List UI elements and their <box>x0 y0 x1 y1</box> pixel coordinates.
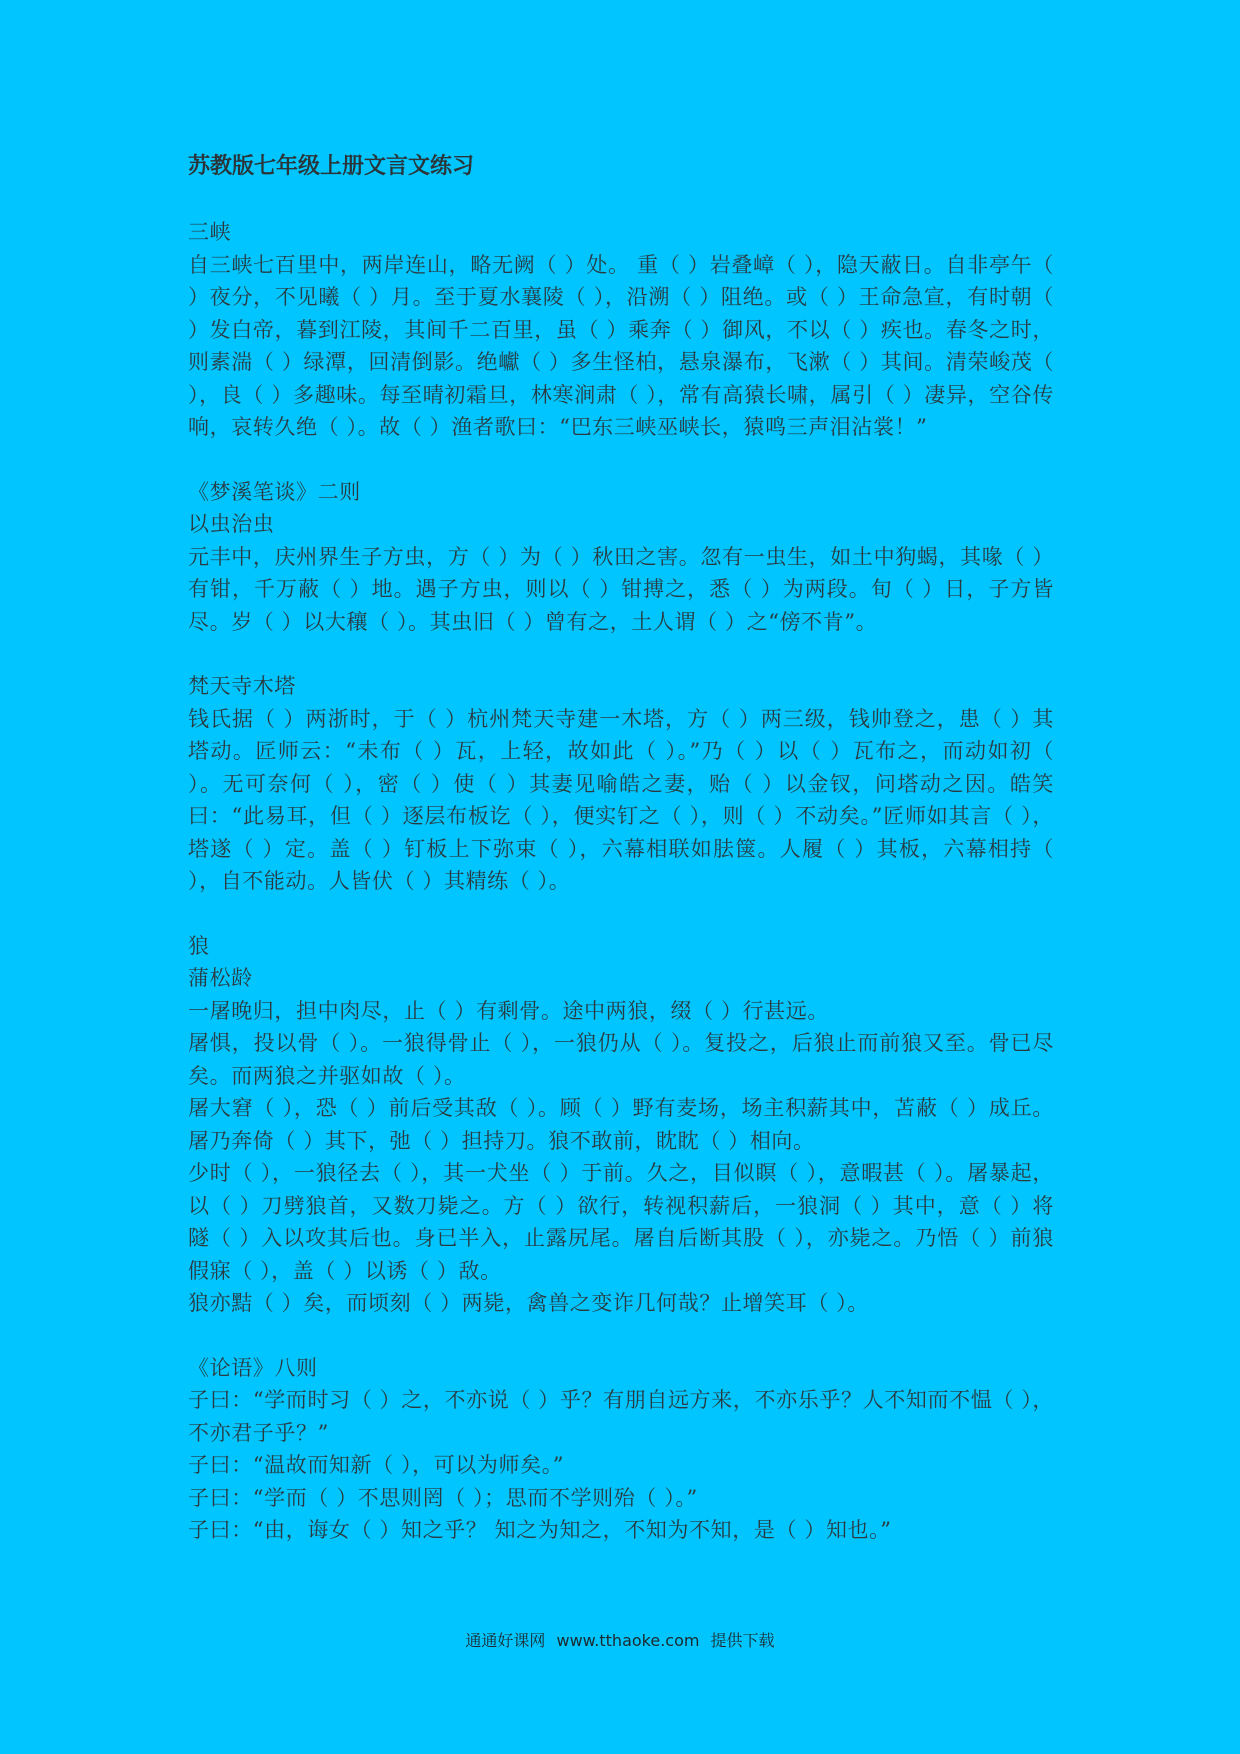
section-subheading: 以虫治虫 <box>188 512 275 536</box>
passage-paragraph: 钱氏据（ ）两浙时，于（ ）杭州梵天寺建一木塔，方（ ）两三级，钱帅登之，患（ ）其塔动。匠师云：“未布（ ）瓦，上轻，故如此（ ）。”乃（ ）以（ ）瓦布之，而动如初（ ）。无可奈何（ ），密（ ）使（ ）其妻见喻皓之妻，贻（ ）以金钗，问塔动之因。皓笑曰：“此易耳，但（ ）逐层布板讫（ ），便实钉之（ ），则（ ）不动矣。”匠师如其言（ ），塔遂（ ）定。盖（ ）钉板上下弥束（ ），六幕相联如胠箧。人履（ ）其板，六幕相持（ ），自不能动。人皆伏（ ）其精练（ ）。 <box>188 706 1062 893</box>
passage-paragraph: 狼亦黠（ ）矣，而顷刻（ ）两毙，禽兽之变诈几何哉？止增笑耳（ ）。 <box>188 1291 869 1315</box>
passage-paragraph: 一屠晚归，担中肉尽，止（ ）有剩骨。途中两狼，缀（ ）行甚远。 <box>188 998 829 1023</box>
section-heading: 《论语》八则 <box>188 1355 318 1380</box>
passage-paragraph: 屠大窘（ ），恐（ ）前后受其敌（ ）。顾（ ）野有麦场，场主积薪其中，苫蔽（ ）成丘。屠乃奔倚（ ）其下，弛（ ）担持刀。狼不敢前，眈眈（ ）相向。 <box>188 1096 1054 1153</box>
section-heading: 梵天寺木塔 <box>188 674 296 698</box>
passage-paragraph: 子曰：“由，诲女（ ）知之乎？ 知之为知之，不知为不知，是（ ）知也。” <box>188 1518 892 1542</box>
passage-paragraph: 元丰中，庆州界生子方虫，方（ ）为（ ）秋田之害。忽有一虫生，如土中狗蝎，其喙（ ）有钳，千万蔽（ ）地。遇子方虫，则以（ ）钳搏之，悉（ ）为两段。旬（ ）日，子方皆尽。岁（ ）以大穰（ ）。其虫旧（ ）曾有之，土人谓（ ）之“傍不肯”。 <box>188 544 1054 634</box>
passage-paragraph: 屠惧，投以骨（ ）。一狼得骨止（ ），一狼仍从（ ）。复投之，后狼止而前狼又至。骨已尽矣。而两狼之并驱如故（ ）。 <box>188 1031 1054 1088</box>
passage-paragraph: 子曰：“温故而知新（ ），可以为师矣。” <box>188 1453 565 1477</box>
section-heading: 《梦溪笔谈》二则 <box>188 479 361 504</box>
passage-paragraph: 子曰：“学而（ ）不思则罔（ ）；思而不学则殆（ ）。” <box>188 1485 698 1510</box>
section-lang <box>188 930 1054 1320</box>
section-heading: 三峡 <box>188 220 232 244</box>
page-footer: 通通好课网 www.tthaoke.com 提供下载 <box>465 1631 775 1650</box>
section-mengxi-yichongzhichong <box>188 476 1054 639</box>
passage-paragraph: 少时（ ），一狼径去（ ），其一犬坐（ ）于前。久之，目似瞑（ ），意暇甚（ ）。屠暴起，以（ ）刀劈狼首，又数刀毙之。方（ ）欲行，转视积薪后，一狼洞（ ）其中，意（ ）将隧（ ）入以攻其后也。身已半入，止露尻尾。屠自后断其股（ ），亦毙之。乃悟（ ）前狼假寐（ ），盖（ ）以诱（ ）敌。 <box>188 1161 1054 1283</box>
document-title: 苏教版七年级上册文言文练习 <box>188 154 475 179</box>
section-author: 蒲松龄 <box>188 966 253 990</box>
section-sanxia <box>188 216 1062 444</box>
passage-paragraph: 自三峡七百里中，两岸连山，略无阙（ ）处。 重（ ）岩叠嶂（ ），隐天蔽日。自非亭午（ ）夜分，不见曦（ ）月。至于夏水襄陵（ ），沿溯（ ）阻绝。或（ ）王命急宣，有时朝（ ）发白帝，暮到江陵，其间千二百里，虽（ ）乘奔（ ）御风，不以（ ）疾也。春冬之时，则素湍（ ）绿潭，回清倒影。绝巘（ ）多生怪柏，悬泉瀑布，飞漱（ ）其间。清荣峻茂（ ），良（ ）多趣味。每至晴初霜旦，林寒涧肃（ ），常有高猿长啸，属引（ ）凄异，空谷传响，哀转久绝（ ）。故（ ）渔者歌曰：“巴东三峡巫峡长，猿鸣三声泪沾裳！” <box>188 252 1062 439</box>
section-lunyu <box>188 1352 1054 1547</box>
document-page <box>188 150 1062 1579</box>
section-fantiansi-muta <box>188 670 1062 898</box>
passage-paragraph: 子曰：“学而时习（ ）之，不亦说（ ）乎？有朋自远方来，不亦乐乎？人不知而不愠（ ），不亦君子乎？” <box>188 1388 1054 1445</box>
section-heading: 狼 <box>188 933 210 958</box>
